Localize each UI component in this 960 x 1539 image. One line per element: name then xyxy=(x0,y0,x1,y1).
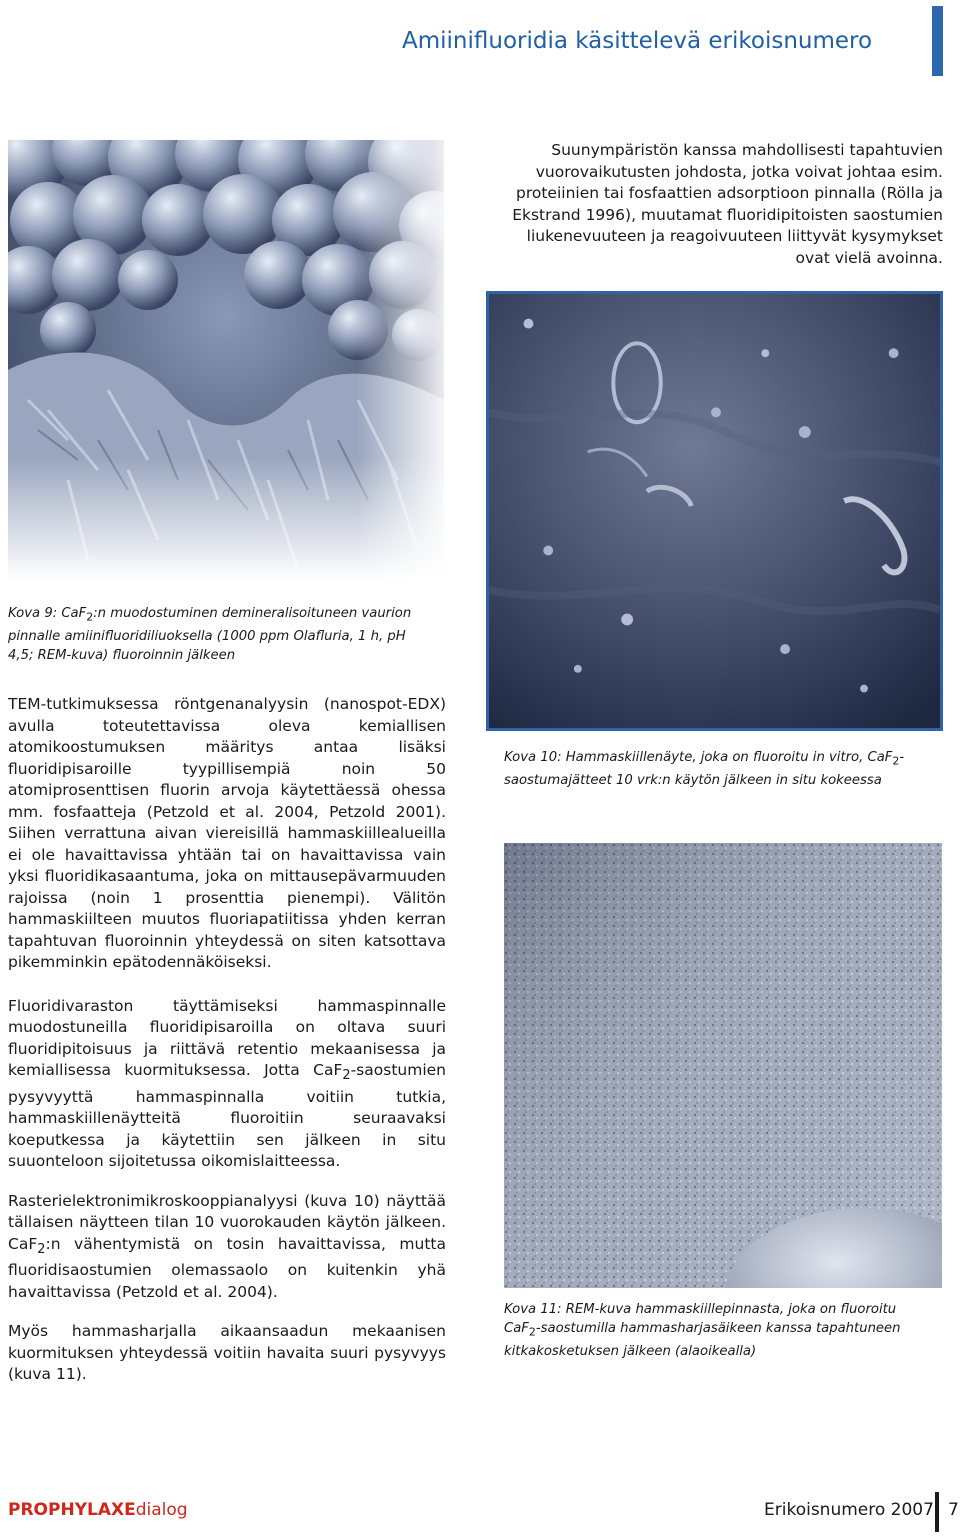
main-text-column xyxy=(8,694,446,1404)
figure-9-caption xyxy=(8,604,428,665)
header-accent-bar xyxy=(932,6,943,76)
paragraph-2 xyxy=(8,996,446,1173)
figure-11-caption-b: -saostumilla hammasharjasäikeen kanssa tapahtuneen kitkakosketuksen jälkeen (alaoikealla) xyxy=(504,1321,901,1359)
paragraph-3-b: :n vähentymistä on tosin havaittavissa, mutta fluoridisaostumien olemassaolo on kuitenkin yhä havaittavissa (Petzold et al. 2004). xyxy=(8,1234,446,1301)
figure-11-caption-sub: 2 xyxy=(528,1325,536,1339)
figure-10-caption xyxy=(504,748,924,790)
figure-11-caption-a: Kova 11: REM-kuva hammaskiillepinnasta, joka on fluoroitu CaF xyxy=(504,1302,897,1336)
figure-11-caption xyxy=(504,1300,929,1361)
footer-brand-strong: PROPHYLAXE xyxy=(8,1500,136,1520)
page-number: 7 xyxy=(948,1500,959,1520)
footer-brand xyxy=(8,1500,188,1520)
paragraph-4: Myös hammasharjalla aikaansaadun mekaanisen kuormituksen yhteydessä voitiin havaita suuri pysyvyys (kuva 11). xyxy=(8,1322,446,1384)
figure-10-caption-b: -saostumajätteet 10 vrk:n käytön jälkeen in situ kokeessa xyxy=(504,750,905,788)
paragraph-2-sub: 2 xyxy=(342,1068,351,1084)
page-title: Amiinifluoridia käsittelevä erikoisnumero xyxy=(402,28,873,54)
figure-9-caption-sub: 2 xyxy=(86,610,94,624)
footer-issue: Erikoisnumero 2007 xyxy=(764,1500,934,1520)
paragraph-1: TEM-tutkimuksessa röntgenanalyysin (nanospot-EDX) avulla toteutettavissa oleva kemiallisen atomikoostumuksen määritys antaa lisäksi fluoridipisaroille tyypillisempiä noin 50 atomiprosenttisen fluorin arvoja käytettäessä ohessa mm. fosfaatteja (Petzold et al. 2004, Petzold 2001). Siihen verrattuna aivan viereisillä hammaskiillealueilla ei ole havaittavissa yhtään tai on havaittavissa vain yksi fluoridikasaantuma, joka on mittausepävarmuuden rajoissa (noin 1 prosenttia pienempi). Välitön hammaskiilteen muutos fluoriapatiitissa yhden kerran tapahtuvan fluoroinnin yhteydessä on siten katsottava pikemminkin epätodennäköiseksi. xyxy=(8,695,446,971)
paragraph-3-sub: 2 xyxy=(37,1241,46,1257)
paragraph-3 xyxy=(8,1191,446,1304)
intro-paragraph: Suunympäristön kanssa mahdollisesti tapahtuvien vuorovaikutusten johdosta, jotka voivat johtaa esim. proteiinien tai fosfaattien adsorptioon pinnalla (Rölla ja Ekstrand 1996), muutamat fluoridipitoisten saostumien liukenevuuteen ja reagoivuuteen liittyvät kysymykset ovat vielä avoinna. xyxy=(512,141,943,267)
footer-brand-light: dialog xyxy=(135,1500,188,1520)
figure-10-caption-a: Kova 10: Hammaskiillenäyte, joka on fluoroitu in vitro, CaF xyxy=(504,750,893,765)
paragraph-2-b: -saostumien pysyvyyttä hammaspinnalla voitiin tutkia, hammaskiillenäytteitä fluoroitiin seuraavaksi koeputkessa ja käytettiin sen jälkeen in situ suuonteloon sijoitetussa oikomislaitteessa. xyxy=(8,1061,446,1171)
footer-divider xyxy=(935,1492,939,1532)
figure-9-caption-a: Kova 9: CaF xyxy=(8,606,87,621)
figure-10-caption-sub: 2 xyxy=(892,754,900,768)
figure-9-image xyxy=(8,140,444,580)
paragraph-3-a: Rasterielektronimikroskooppianalyysi (kuva 10) näyttää tällaisen näytteen tilan 10 vuorokauden käytön jälkeen. CaF xyxy=(8,1191,446,1253)
figure-9-caption-b: :n muodostuminen demineralisoituneen vaurion pinnalle amiinifluoridiliuoksella (1000 ppm Olafluria, 1 h, pH 4,5; REM-kuva) fluoroinnin jälkeen xyxy=(8,606,412,663)
figure-11-image xyxy=(504,843,942,1288)
figure-10-image xyxy=(486,291,943,731)
paragraph-2-a: Fluoridivaraston täyttämiseksi hammaspinnalle muodostuneilla fluoridipisaroilla on oltava suuri fluoridipitoisuus ja riittävä retentio mekaanisessa ja kemiallisessa kuormituksessa. Jotta CaF xyxy=(8,996,446,1079)
